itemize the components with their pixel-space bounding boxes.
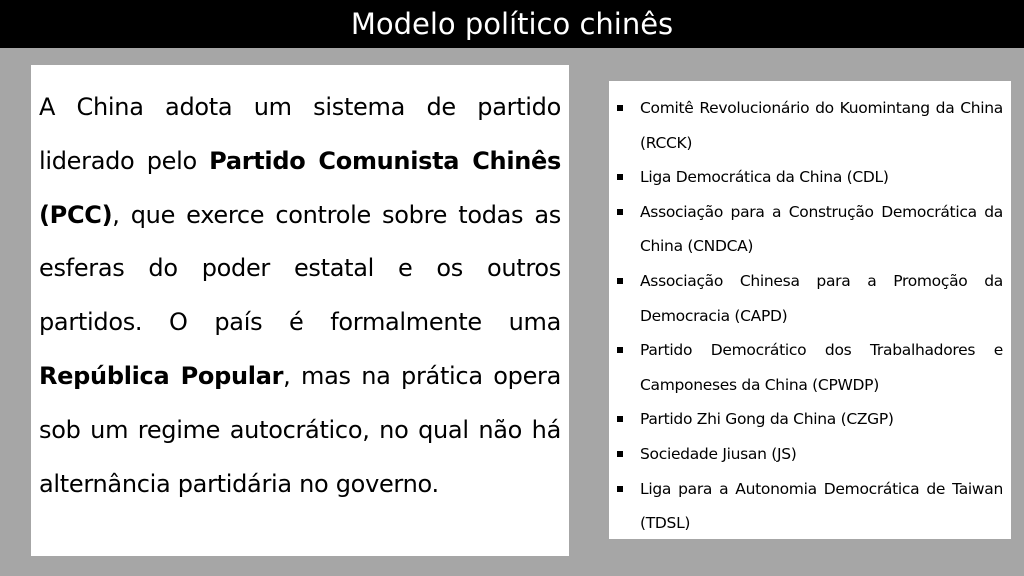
square-bullet-icon xyxy=(617,347,623,353)
list-item-label: Partido Democrático dos Trabalhadores e Camponeses da China (CPWDP) xyxy=(640,341,1003,394)
list-item-label: Liga para a Autonomia Democrática de Taiwan (TDSL) xyxy=(640,479,1003,533)
description-segment-2: , que exerce controle sobre todas as esferas do poder estatal e os outros partidos. O país é formalmente uma xyxy=(39,200,561,337)
list-item xyxy=(617,472,1003,541)
page-title: Modelo político chinês xyxy=(350,7,674,41)
square-bullet-icon xyxy=(617,416,623,422)
description-text xyxy=(39,81,561,511)
title-bar xyxy=(0,0,1024,48)
list-item-label: Comitê Revolucionário do Kuomintang da China (RCCK) xyxy=(640,99,1003,152)
square-bullet-icon xyxy=(617,174,623,180)
square-bullet-icon xyxy=(617,486,623,492)
square-bullet-icon xyxy=(617,105,623,111)
parties-list xyxy=(617,91,1003,541)
square-bullet-icon xyxy=(617,209,623,215)
list-item xyxy=(617,160,1003,195)
description-bold-party: Partido Comunista Chinês (PCC) xyxy=(39,146,561,229)
list-item-label: Liga Democrática da China (CDL) xyxy=(640,168,889,187)
square-bullet-icon xyxy=(617,451,623,457)
list-item xyxy=(617,91,1003,160)
list-item xyxy=(617,402,1003,437)
description-segment-1: A China adota um sistema de partido liderado pelo xyxy=(39,93,561,175)
list-item xyxy=(617,195,1003,264)
list-item-label: Associação Chinesa para a Promoção da Democracia (CAPD) xyxy=(640,271,1003,325)
list-item xyxy=(617,333,1003,402)
parties-panel xyxy=(609,81,1011,539)
list-item-label: Partido Zhi Gong da China (CZGP) xyxy=(640,410,894,429)
list-item xyxy=(617,264,1003,333)
description-panel xyxy=(31,65,569,556)
description-segment-3: , mas na prática opera sob um regime autocrático, no qual não há alternância partidária no governo. xyxy=(39,361,562,498)
square-bullet-icon xyxy=(617,278,623,284)
list-item-label: Associação para a Construção Democrática da China (CNDCA) xyxy=(640,202,1003,256)
list-item xyxy=(617,437,1003,472)
description-bold-republic: República Popular xyxy=(39,361,284,390)
list-item-label: Sociedade Jiusan (JS) xyxy=(640,444,797,463)
